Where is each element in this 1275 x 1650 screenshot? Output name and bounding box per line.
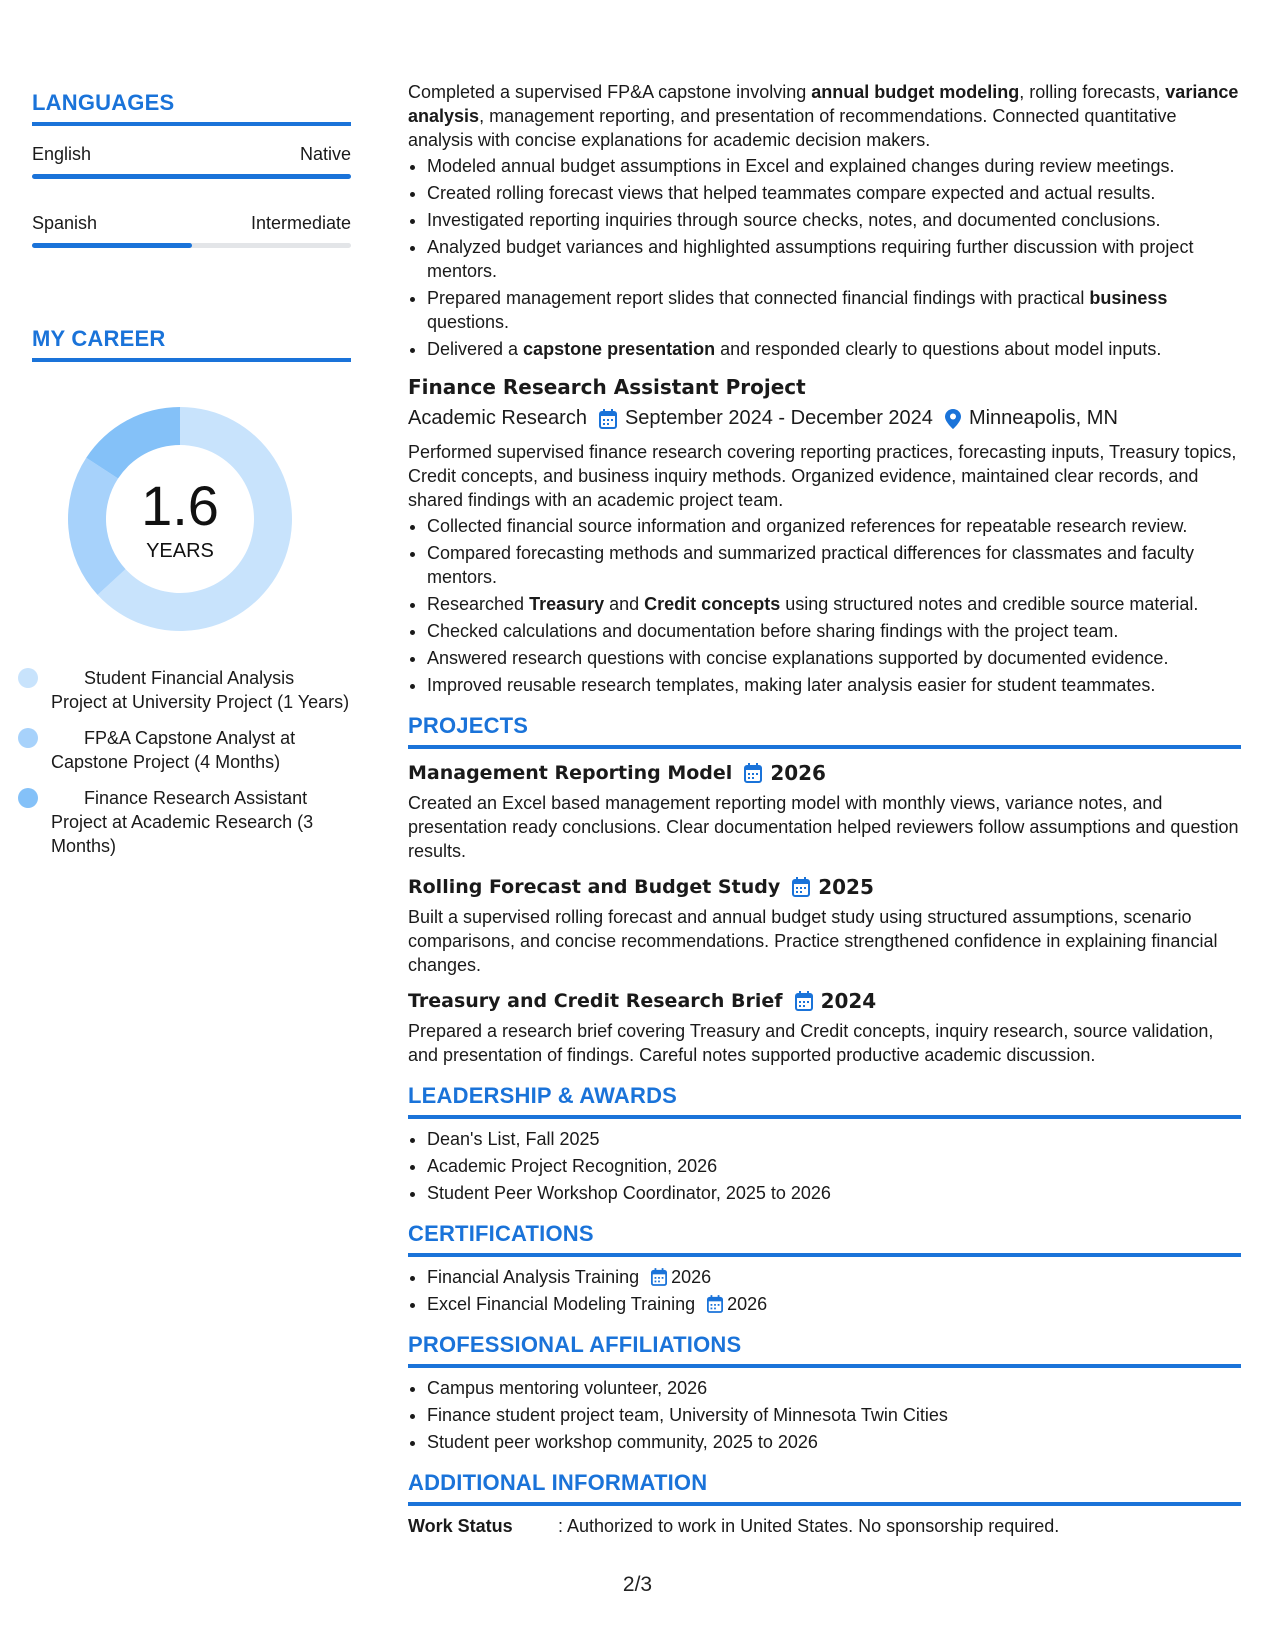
list-item: • Student Peer Workshop Coordinator, 2025 to 2026 (427, 1181, 1241, 1205)
bullet-item: • Prepared management report slides that connected financial findings with practical business questions. (427, 286, 1241, 334)
affiliations-heading: PROFESSIONAL AFFILIATIONS (408, 1332, 1241, 1368)
language-proficiency-bar (32, 243, 351, 248)
projects-heading: PROJECTS (408, 713, 1241, 749)
certification-year: 2026 (671, 1267, 712, 1287)
research-meta (408, 407, 1241, 430)
bullet-item: • Created rolling forecast views that helped teammates compare expected and actual results. (427, 181, 1241, 205)
bullet-item: • Researched Treasury and Credit concepts using structured notes and credible source material. (427, 592, 1241, 616)
career-total-unit: YEARS (146, 540, 214, 562)
career-legend-label: FP&A Capstone Analyst at Capstone Project (4 Months) (51, 728, 296, 772)
calendar-icon (744, 763, 762, 783)
language-name: Spanish (32, 213, 98, 233)
bullet-item: • Investigated reporting inquiries through source checks, notes, and documented conclusions. (427, 208, 1241, 232)
language-proficiency-fill (32, 243, 192, 248)
project-item (408, 761, 1241, 863)
research-location: Minneapolis, MN (968, 407, 1118, 429)
career-legend-item (51, 786, 351, 858)
certification-year: 2026 (727, 1294, 768, 1314)
language-proficiency-bar (32, 174, 351, 179)
career-legend-label: Student Financial Analysis Project at University Project (1 Years) (51, 668, 350, 712)
certifications-section (408, 1221, 1241, 1316)
bullet-item: • Checked calculations and documentation before sharing findings with the project team. (427, 619, 1241, 643)
capstone-summary: Completed a supervised FP&A capstone involving annual budget modeling, rolling forecasts, variance analysis, management reporting, and presentation of recommendations. Connected quantitative analysis with concise explanations for academic decision makers. (408, 82, 1239, 150)
project-header (408, 989, 1241, 1013)
career-total (67, 474, 293, 563)
career-donut-chart (67, 406, 293, 632)
certification-name: • Excel Financial Modeling Training (427, 1294, 696, 1314)
language-level: Native (299, 144, 351, 164)
research-org: Academic Research (408, 407, 587, 429)
list-item: • Finance student project team, University of Minnesota Twin Cities (427, 1403, 1241, 1427)
calendar-icon (795, 991, 813, 1011)
language-level: Intermediate (250, 213, 351, 233)
legend-dot (18, 728, 38, 748)
legend-dot (18, 668, 38, 688)
project-header (408, 875, 1241, 899)
project-item (408, 989, 1241, 1067)
leadership-list (408, 1127, 1241, 1205)
career-legend-label: Finance Research Assistant Project at Academic Research (3 Months) (51, 788, 314, 856)
languages-list (32, 144, 351, 248)
research-dates: September 2024 - December 2024 (624, 407, 933, 429)
bullet-item: • Delivered a capstone presentation and responded clearly to questions about model inputs. (427, 337, 1241, 361)
research-title: Finance Research Assistant Project (408, 375, 806, 399)
project-year: 2026 (770, 761, 826, 785)
project-year: 2024 (820, 989, 877, 1013)
bullet-item: • Collected financial source information and organized references for repeatable research review. (427, 514, 1241, 538)
calendar-icon (651, 1268, 667, 1286)
project-name: Management Reporting Model (408, 762, 733, 784)
career-legend (32, 666, 351, 858)
language-proficiency-fill (32, 174, 351, 179)
affiliations-list (408, 1376, 1241, 1454)
work-status-value: : Authorized to work in United States. No sponsorship required. (558, 1516, 1060, 1536)
work-status-label: Work Status (408, 1516, 513, 1536)
capstone-bullets (408, 154, 1241, 361)
projects-section (408, 713, 1241, 1067)
leadership-heading: LEADERSHIP & AWARDS (408, 1083, 1241, 1119)
sidebar (32, 90, 351, 870)
bullet-item: • Answered research questions with concise explanations supported by documented evidence. (427, 646, 1241, 670)
additional-heading: ADDITIONAL INFORMATION (408, 1470, 1241, 1506)
language-row (32, 144, 351, 165)
project-description: Created an Excel based management reporting model with monthly views, variance notes, and presentation ready conclusions. Clear documentation helped reviewers follow assumptions and question results. (408, 793, 1239, 861)
location-pin-icon (945, 409, 961, 429)
project-item (408, 875, 1241, 977)
certifications-heading: CERTIFICATIONS (408, 1221, 1241, 1257)
language-row (32, 213, 351, 234)
affiliations-section (408, 1332, 1241, 1454)
project-name: Rolling Forecast and Budget Study (408, 876, 781, 898)
languages-heading: LANGUAGES (32, 90, 351, 126)
project-description: Built a supervised rolling forecast and annual budget study using structured assumptions, scenario comparisons, and concise recommendations. Practice strengthened confidence in explaining financial changes. (408, 907, 1218, 975)
calendar-icon (792, 877, 810, 897)
legend-dot (18, 788, 38, 808)
work-status-row (408, 1516, 1241, 1537)
project-name: Treasury and Credit Research Brief (408, 990, 783, 1012)
career-heading: MY CAREER (32, 326, 351, 362)
bullet-item: • Modeled annual budget assumptions in Excel and explained changes during review meetings. (427, 154, 1241, 178)
list-item (427, 1292, 1241, 1316)
additional-section (408, 1470, 1241, 1537)
bullet-item: • Compared forecasting methods and summarized practical differences for classmates and faculty mentors. (427, 541, 1241, 589)
calendar-icon (707, 1295, 723, 1313)
list-item: • Dean's List, Fall 2025 (427, 1127, 1241, 1151)
career-legend-item (51, 726, 351, 774)
bullet-item: • Analyzed budget variances and highlighted assumptions requiring further discussion with project mentors. (427, 235, 1241, 283)
leadership-section (408, 1083, 1241, 1205)
main-content (408, 80, 1241, 1537)
project-year: 2025 (818, 875, 874, 899)
certifications-list (408, 1265, 1241, 1316)
page-number: 2/3 (622, 1573, 653, 1596)
list-item: • Academic Project Recognition, 2026 (427, 1154, 1241, 1178)
career-total-value: 1.6 (141, 474, 219, 537)
career-legend-item (51, 666, 351, 714)
bullet-item: • Improved reusable research templates, making later analysis easier for student teammates. (427, 673, 1241, 697)
project-description: Prepared a research brief covering Treasury and Credit concepts, inquiry research, source validation, and presentation of findings. Careful notes supported productive academic discussion. (408, 1021, 1214, 1065)
certification-name: • Financial Analysis Training (427, 1267, 640, 1287)
language-name: English (32, 144, 92, 164)
list-item (427, 1265, 1241, 1289)
research-summary: Performed supervised finance research covering reporting practices, forecasting inputs, Treasury topics, Credit concepts, and business inquiry methods. Organized evidence, maintained clear records, and shared findings with an academic project team. (408, 442, 1237, 510)
calendar-icon (599, 409, 617, 429)
list-item: • Campus mentoring volunteer, 2026 (427, 1376, 1241, 1400)
project-header (408, 761, 1241, 785)
research-bullets (408, 514, 1241, 697)
list-item: • Student peer workshop community, 2025 to 2026 (427, 1430, 1241, 1454)
